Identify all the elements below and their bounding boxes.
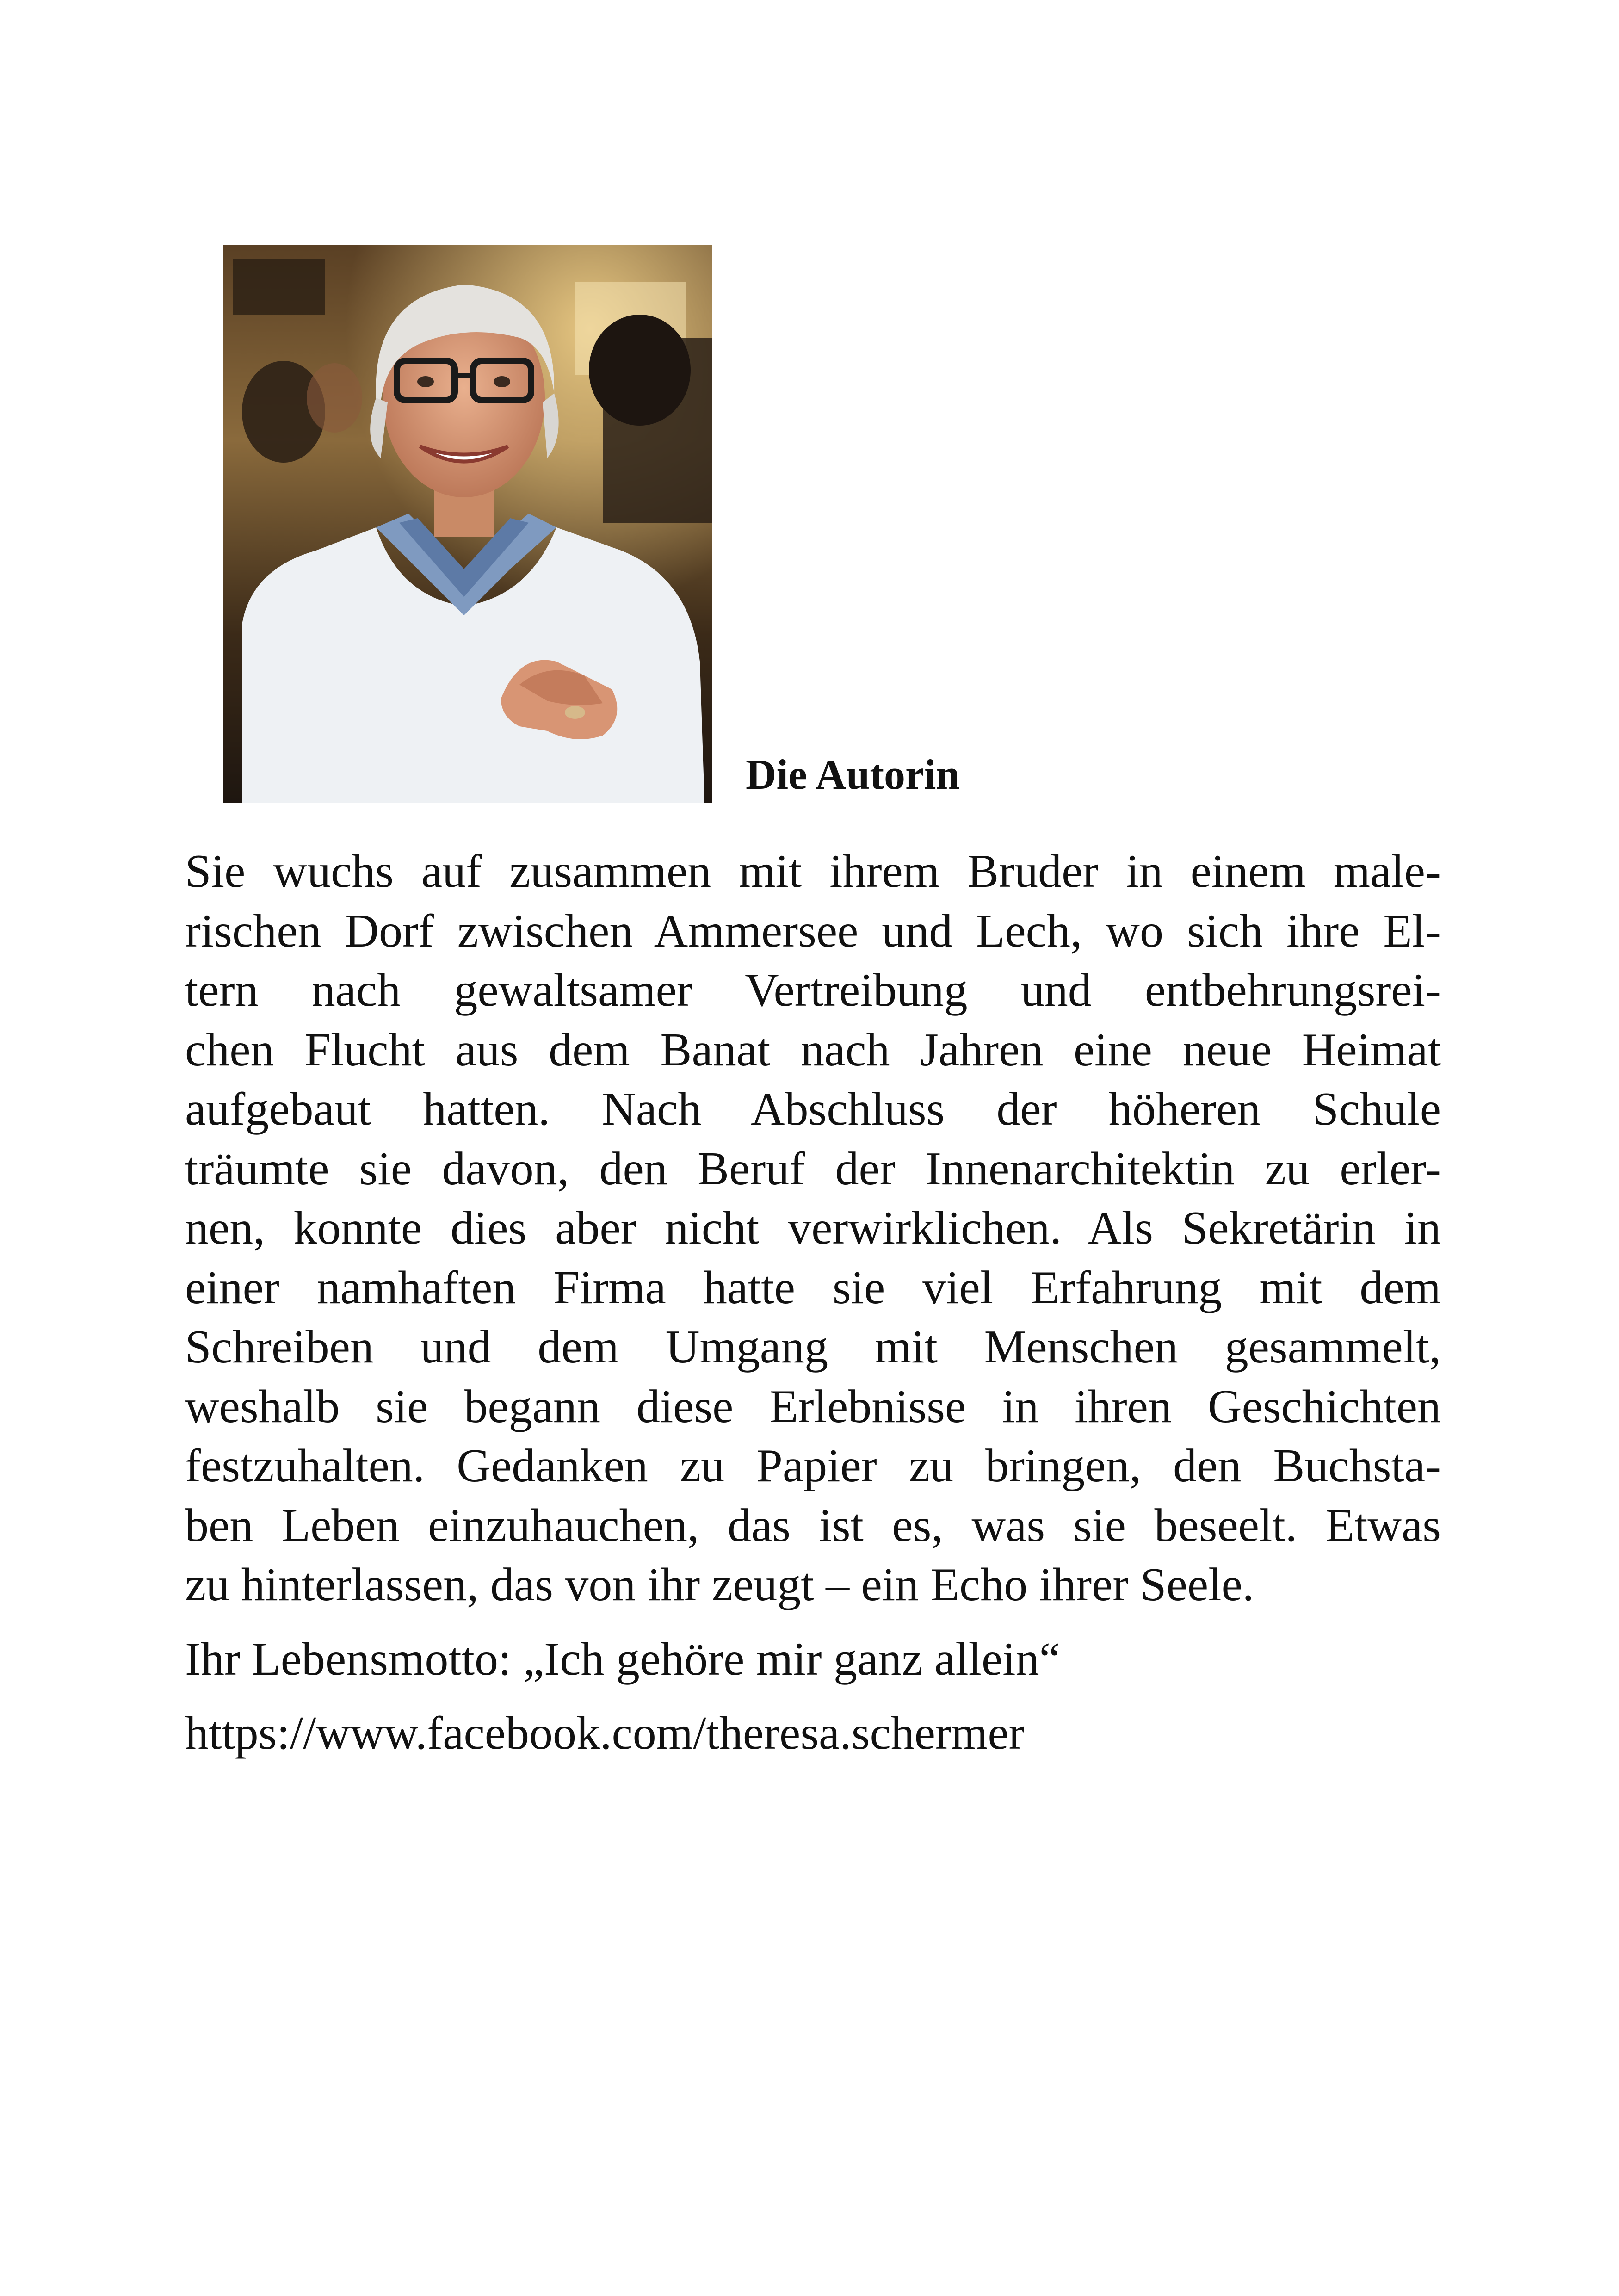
bio-line: rischen Dorf zwischen Ammersee und Lech, wo sich ihre El- [185,904,1441,957]
bio-line: Sie wuchs auf zusammen mit ihrem Bruder in einem male- [185,845,1441,897]
bio-line: Schreiben und dem Umgang mit Menschen gesammelt, [185,1321,1441,1373]
bio-line: chen Flucht aus dem Banat nach Jahren eine neue Heimat [185,1023,1441,1076]
bio-line: aufgebaut hatten. Nach Abschluss der höheren Schule [185,1083,1441,1135]
facebook-link[interactable]: https://www.facebook.com/theresa.schermer [185,1707,1025,1759]
bio-line: nen, konnte dies aber nicht verwirklichen. Als Sekretärin in [185,1202,1441,1254]
bio-line: einer namhaften Firma hatte sie viel Erfahrung mit dem [185,1261,1441,1314]
bio-line: festzuhalten. Gedanken zu Papier zu bringen, den Buchsta- [185,1440,1441,1492]
author-bio-block [185,842,1441,1764]
bio-line: zu hinterlassen, das von ihr zeugt – ein Echo ihrer Seele. [185,1559,1254,1611]
bio-line: ben Leben einzuhauchen, das ist es, was sie beseelt. Etwas [185,1499,1441,1552]
bio-line: träumte sie davon, den Beruf der Innenarchitektin zu erler- [185,1142,1441,1195]
author-photo [223,245,712,803]
author-bio-paragraph [185,842,1441,1615]
life-motto: Ihr Lebensmotto: „Ich gehöre mir ganz allein“ [185,1633,1060,1685]
author-photo-illustration [223,245,712,803]
section-heading: Die Autorin [746,751,960,798]
bio-line: tern nach gewaltsamer Vertreibung und entbehrungsrei- [185,964,1441,1016]
bio-line: weshalb sie begann diese Erlebnisse in ihren Geschichten [185,1380,1441,1433]
